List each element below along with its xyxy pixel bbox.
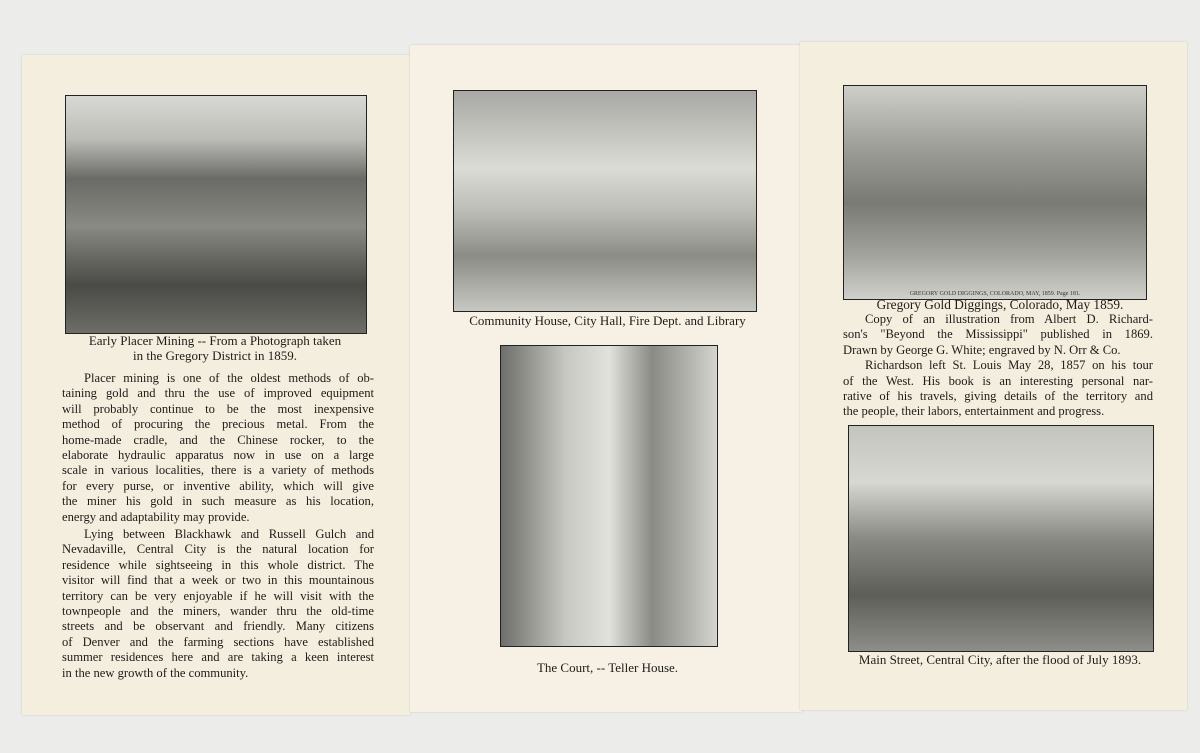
- text-line: Nevadaville, Central City is the natural location for: [62, 542, 374, 557]
- text-line: in the new growth of the community.: [62, 665, 249, 680]
- text-line: Lying between Blackhawk and Russell Gulch and: [84, 527, 374, 541]
- text-line: the people, their labors, entertainment and progress.: [843, 404, 1105, 419]
- central-city-paragraph: [62, 527, 374, 681]
- teller-house-caption: The Court, -- Teller House.: [536, 660, 679, 675]
- text-line: Drawn by George G. White; engraved by N. Orr & Co.: [843, 342, 1121, 357]
- text-line: of Denver and the farming sections have established: [62, 634, 374, 649]
- caption-line: Early Placer Mining -- From a Photograph taken: [88, 333, 342, 348]
- text-line: son's "Beyond the Mississippi" published in 1869.: [843, 327, 1153, 342]
- gregory-diggings-caption: Gregory Gold Diggings, Colorado, May 1859.: [876, 297, 1124, 312]
- text-line: home-made cradle, and the Chinese rocker, to the: [62, 432, 374, 447]
- community-house-illustration: [453, 90, 757, 312]
- caption-line: in the Gregory District in 1859.: [133, 348, 297, 363]
- text-line: taining gold and thru the use of improved equipment: [62, 386, 374, 401]
- text-line: energy and adaptability may provide.: [62, 509, 250, 524]
- main-street-photo: [848, 425, 1154, 652]
- text-line: Richardson left St. Louis May 28, 1857 on his tour: [865, 358, 1153, 373]
- engraving-caption: GREGORY GOLD DIGGINGS, COLORADO, MAY, 1859. Page 181.: [909, 291, 1081, 297]
- text-line: rative of his travels, giving details of the territory and: [843, 389, 1153, 404]
- text-line: scale in various localities, there is a variety of methods: [62, 463, 374, 478]
- text-line: streets and be observant and friendly. Many citizens: [62, 619, 374, 634]
- text-line: visitor will find that a week or two in this mountainous: [62, 573, 374, 588]
- main-street-caption: Main Street, Central City, after the flood of July 1893.: [858, 652, 1142, 667]
- placer-mining-paragraph: [62, 371, 374, 525]
- teller-house-court-illustration: [500, 345, 718, 647]
- text-line: territory can be very enjoyable if he will visit with the: [62, 588, 374, 603]
- text-line: residence while sightseeing in this whole district. The: [62, 557, 374, 572]
- text-line: method of procuring the precious metal. From the: [62, 417, 374, 432]
- text-line: elaborate hydraulic apparatus now in use on a large: [62, 448, 374, 463]
- text-line: for every purse, or inventive ability, which will give: [62, 478, 374, 493]
- gregory-diggings-engraving: [843, 85, 1147, 300]
- text-line: will probably continue to be the most inexpensive: [62, 401, 374, 416]
- community-house-caption: Community House, City Hall, Fire Dept. and Library: [469, 313, 746, 328]
- text-line: Placer mining is one of the oldest methods of ob-: [84, 371, 374, 385]
- text-line: summer residences here and are taking a keen interest: [62, 650, 374, 665]
- placer-mining-caption: [40, 333, 390, 363]
- text-line: Copy of an illustration from Albert D. Richard-: [865, 312, 1153, 326]
- text-line: the miner his gold in such measure as his location,: [62, 494, 374, 509]
- text-line: of the West. His book is an interesting personal nar-: [843, 373, 1153, 388]
- text-line: townpeople and the miners, wander thru the old-time: [62, 604, 374, 619]
- richardson-paragraph: [843, 312, 1153, 420]
- placer-mining-photo: [65, 95, 367, 334]
